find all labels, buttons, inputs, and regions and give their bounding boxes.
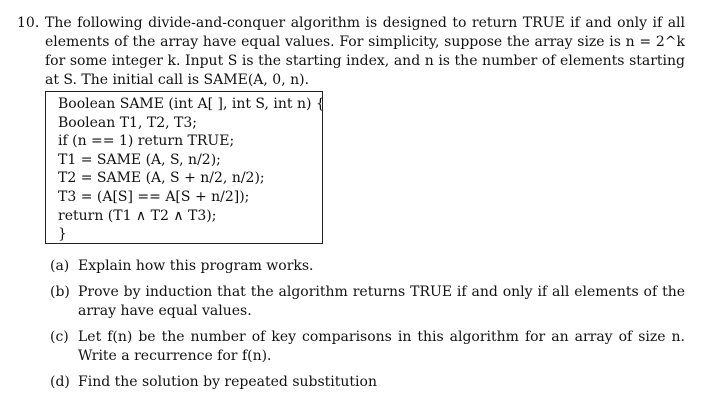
code-line: Boolean SAME (int A[ ], int S, int n) { <box>58 96 325 112</box>
code-line: return (T1 ∧ T2 ∧ T3); <box>58 207 217 224</box>
part-label: (d) <box>50 374 70 390</box>
part-d <box>50 373 685 392</box>
part-text: Prove by induction that the algorithm returns TRUE if and only if all elements of the array have equal values. <box>78 284 685 319</box>
code-line: Boolean T1, T2, T3; <box>58 114 197 131</box>
code-line: T1 = SAME (A, S, n/2); <box>58 151 221 168</box>
part-label: (b) <box>50 284 70 300</box>
question-number: 10. <box>17 15 40 31</box>
code-box <box>45 91 323 244</box>
code-line: T2 = SAME (A, S + n/2, n/2); <box>58 170 265 187</box>
part-c <box>50 328 685 366</box>
part-label: (a) <box>50 258 70 274</box>
code-line: } <box>58 226 67 243</box>
part-a <box>50 257 685 276</box>
part-text: Find the solution by repeated substitution <box>78 374 377 390</box>
part-text: Let f(n) be the number of key comparisons in this algorithm for an array of size n. Write a recurrence for f(n). <box>78 329 685 364</box>
question-intro: The following divide-and-conquer algorithm is designed to return TRUE if and only if all elements of the array have equal values. For simplicity, suppose the array size is n = 2^k for some integer k. Input S is the starting index, and n is the number of elements starting at S. The initial call is SAME(A, 0, n). <box>45 15 685 88</box>
part-text: Explain how this program works. <box>78 258 314 274</box>
code-line: if (n == 1) return TRUE; <box>58 133 235 150</box>
part-label: (c) <box>50 329 69 345</box>
code-line: T3 = (A[S] == A[S + n/2]); <box>58 188 250 205</box>
part-b <box>50 283 685 321</box>
question-parts <box>50 257 685 399</box>
